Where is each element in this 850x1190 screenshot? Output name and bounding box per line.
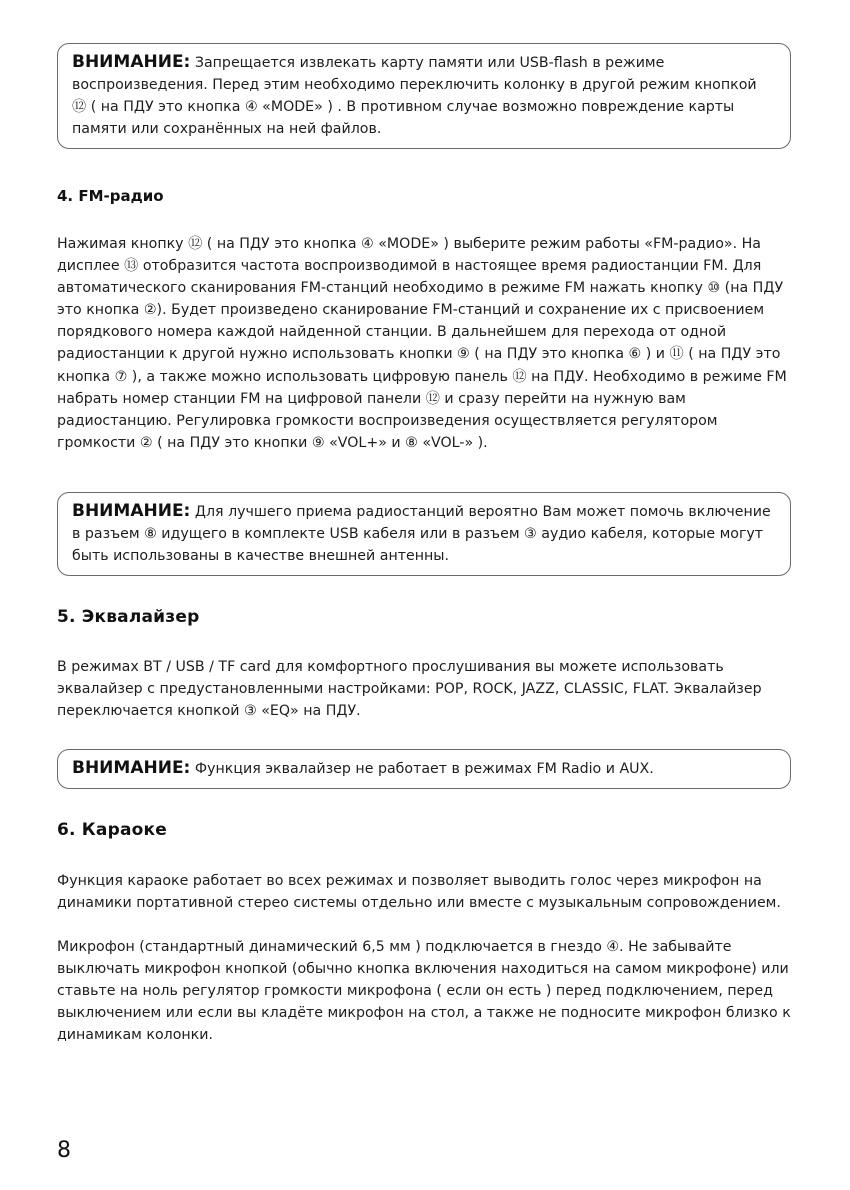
warning-label: ВНИМАНИЕ: (72, 758, 191, 778)
equalizer-paragraph: В режимах BT / USB / TF card для комфортного прослушивания вы можете использовать эквалайзер с предустановленными настройками: POP, ROCK, JAZZ, CLASSIC, FLAT. Эквалайзер переключается кнопкой ③ «EQ» на ПДУ. (57, 659, 762, 720)
warning-text: Функция эквалайзер не работает в режимах FM Radio и AUX. (190, 761, 654, 777)
page-number: 8 (57, 1138, 71, 1163)
warning-box-memory-card (57, 43, 791, 149)
warning-label: ВНИМАНИЕ: (72, 52, 191, 72)
fm-radio-paragraph: Нажимая кнопку ⑫ ( на ПДУ это кнопка ④ «MODE» ) выберите режим работы «FM-радио». На дисплее ⑬ отобразится частота воспроизводимой в настоящее время радиостанции FM. Для автоматического сканирования FM-станций необходимо в режиме FM нажать кнопку ⑩ (на ПДУ это кнопка ②). Будет произведено сканирование FM-станций и сохранение их с присвоением порядкового номера каждой найденной станции. В дальнейшем для перехода от одной радиостанции к другой нужно использовать кнопки ⑨ ( на ПДУ это кнопка ⑥ ) и ⑪ ( на ПДУ это кнопка ⑦ ), а также можно использовать цифровую панель ⑫ на ПДУ. Необходимо в режиме FM набрать номер станции FM на цифровой панели ⑫ и сразу перейти на нужную вам радиостанцию. Регулировка громкости воспроизведения осуществляется регулятором громкости ② ( на ПДУ это кнопки ⑨ «VOL+» и ⑧ «VOL-» ). (57, 236, 787, 451)
section-heading-fm-radio: 4. FM-радио (57, 187, 164, 205)
warning-label: ВНИМАНИЕ: (72, 501, 191, 521)
section-heading-equalizer: 5. Эквалайзер (57, 607, 200, 627)
warning-text: Запрещается извлекать карту памяти или USB-flash в режиме воспроизведения. Перед этим необходимо переключить колонку в другой режим кнопкой ⑫ ( на ПДУ это кнопка ④ «MODE» ) . В противном случае возможно повреждение карты памяти или сохранённых на ней файлов. (72, 55, 757, 137)
warning-box-equalizer (57, 749, 791, 789)
warning-text: Для лучшего приема радиостанций вероятно Вам может помочь включение в разъем ⑧ идущего в комплекте USB кабеля или в разъем ③ аудио кабеля, которые могут быть использованы в качестве внешней антенны. (72, 504, 771, 564)
karaoke-paragraph-2: Микрофон (стандартный динамический 6,5 мм ) подключается в гнездо ④. Не забывайте выключать микрофон кнопкой (обычно кнопка включения находиться на самом микрофоне) или ставьте на ноль регулятор громкости микрофона ( если он есть ) перед подключением, перед выключением или если вы кладёте микрофон на стол, а также не подносите микрофон близко к динамикам колонки. (57, 939, 791, 1044)
warning-box-antenna (57, 492, 791, 576)
karaoke-paragraph-1: Функция караоке работает во всех режимах и позволяет выводить голос через микрофон на динамики портативной стерео системы отдельно или вместе с музыкальным сопровождением. (57, 873, 781, 912)
section-heading-karaoke: 6. Караоке (57, 820, 167, 840)
